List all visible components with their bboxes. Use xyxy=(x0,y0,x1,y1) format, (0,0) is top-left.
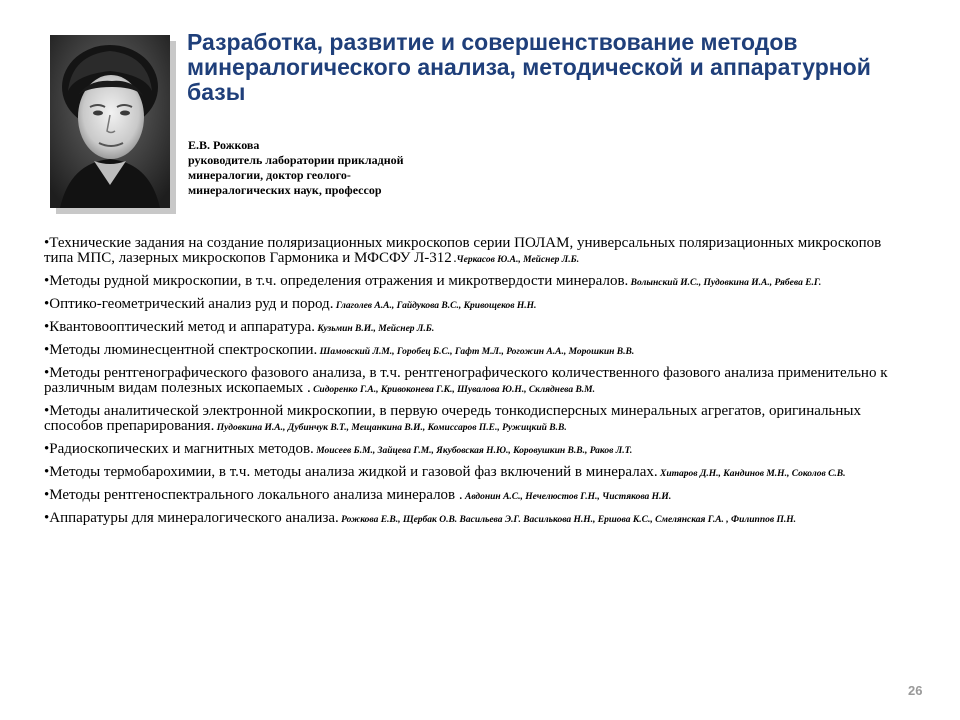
list-item xyxy=(44,488,914,505)
portrait-photo xyxy=(50,35,170,208)
list-item xyxy=(44,404,914,436)
item-text: •Радиоскопических и магнитных методов. xyxy=(44,441,314,457)
author-position-line-1: руководитель лаборатории прикладной xyxy=(188,153,404,167)
author-name: Е.В. Рожкова xyxy=(188,138,260,152)
item-text: •Технические задания на создание поляризационных микроскопов серии ПОЛАМ, универсальных поляризационных микроскопов типа МПС, лазерных микроскопов Гармоника и МФСФУ Л-312 xyxy=(44,235,882,266)
portrait-image xyxy=(50,35,170,208)
author-position-line-2: минералогии, доктор геолого- xyxy=(188,168,351,182)
list-item xyxy=(44,236,914,268)
item-authors: Глаголев А.А., Гайдукова В.С., Кривощеков Н.Н. xyxy=(333,301,537,311)
item-authors: Пудовкина И.А., Дубинчук В.Т., Мещанкина В.И., Комиссаров П.Е., Ружицкий В.В. xyxy=(214,423,567,433)
list-item xyxy=(44,274,914,291)
item-text: •Методы аналитической электронной микроскопии, в первую очередь тонкодисперсных минеральных агрегатов, оригинальных способов препарирования. xyxy=(44,403,861,434)
list-item xyxy=(44,320,914,337)
item-authors: Волынский И.С., Пудовкина И.А., Рябева Е.Г. xyxy=(628,278,822,288)
portrait xyxy=(50,35,175,213)
methods-list xyxy=(44,236,914,534)
list-item xyxy=(44,465,914,482)
list-item xyxy=(44,366,914,398)
item-text: •Квантовооптический метод и аппаратура. xyxy=(44,319,316,335)
item-authors: Кузьмин В.И., Мейснер Л.Б. xyxy=(315,324,435,334)
item-text: •Методы рентгенографического фазового анализа, в т.ч. рентгенографического количественного фазового анализа применительно к различным видам полезных ископаемых . xyxy=(44,365,888,396)
item-authors: .Черкасов Ю.А., Мейснер Л.Б. xyxy=(451,255,580,265)
item-authors: Сидоренко Г.А., Кривоконева Г.К., Шувалова Ю.Н., Скляднева В.М. xyxy=(310,385,595,395)
item-authors: Моисеев Б.М., Зайцева Г.М., Якубовская Н.Ю., Коровушкин В.В., Раков Л.Т. xyxy=(313,446,633,456)
list-item xyxy=(44,511,914,528)
list-item xyxy=(44,442,914,459)
item-text: •Методы рудной микроскопии, в т.ч. определения отражения и микротвердости минералов. xyxy=(44,273,629,289)
item-authors: Рожкова Е.В., Щербак О.В. Васильева Э.Г. Василькова Н.Н., Ершова К.С., Смелянская Г.А. , Филиппов П.Н. xyxy=(338,515,797,525)
page-number: 26 xyxy=(908,683,923,698)
author-position-line-3: минералогических наук, профессор xyxy=(188,183,382,197)
item-authors: Авдонин А.С., Нечелюстов Г.Н., Чистякова Н.И. xyxy=(462,492,672,502)
item-authors: Хитаров Д.Н., Кандинов М.Н., Соколов С.В. xyxy=(657,469,846,479)
author-block xyxy=(188,138,508,198)
slide-title: Разработка, развитие и совершенствование методов минералогического анализа, методической и аппаратурной базы xyxy=(187,29,871,105)
item-authors: Шамовский Л.М., Горобец Б.С., Гафт М.Л., Рогожин А.А., Морошкин В.В. xyxy=(317,347,635,357)
item-text: •Аппаратуры для минералогического анализа. xyxy=(44,510,339,526)
item-text: •Оптико-геометрический анализ руд и пород. xyxy=(44,296,334,312)
item-text: •Методы термобарохимии, в т.ч. методы анализа жидкой и газовой фаз включений в минералах. xyxy=(44,464,658,480)
item-text: •Методы рентгеноспектрального локального анализа минералов . xyxy=(44,487,463,503)
list-item xyxy=(44,297,914,314)
item-text: •Методы люминесцентной спектроскопии. xyxy=(44,342,318,358)
list-item xyxy=(44,343,914,360)
